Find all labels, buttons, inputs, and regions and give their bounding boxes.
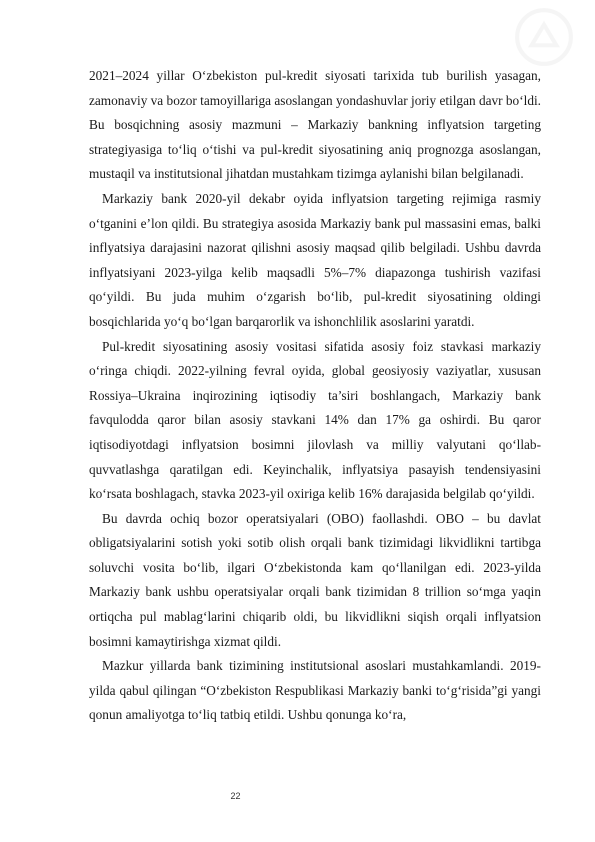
paragraph-2: Markaziy bank 2020-yil dekabr oyida inflyatsion targeting rejimiga rasmiy o‘tganini e’lon qildi. Bu strategiya asosida Markaziy bank pul massasini emas, balki inflyatsiya darajasini nazorat qilishni asosiy maqsad qilib belgiladi. Ushbu davrda inflyatsiyani 2023-yilga kelib maqsadli 5%–7% diapazonga tushirish vazifasi qo‘yildi. Bu juda muhim o‘zgarish bo‘lib, pul-kredit siyosatining oldingi bosqichlarida yo‘q bo‘lgan barqarorlik va ishonchlilik asoslarini yaratdi. [89, 190, 541, 329]
paragraph-4: Bu davrda ochiq bozor operatsiyalari (OBO) faollashdi. OBO – bu davlat obligatsiyalarini sotish yoki sotib olish orqali bank tizimidagi likvidlikni tartibga soluvchi vosita bo‘lib, ilgari O‘zbekistonda kam qo‘llanilgan edi. 2023-yilda Markaziy bank ushbu operatsiyalar orqali bank tizimidan 8 trillion so‘mga yaqin ortiqcha pul mablag‘larini chiqarib oldi, bu likvidlikni siqish orqali inflyatsion bosimni kamaytirishga xizmat qildi. [89, 510, 541, 649]
watermark-logo-icon [513, 6, 575, 68]
paragraph-1: 2021–2024 yillar O‘zbekiston pul-kredit siyosati tarixida tub burilish yasagan, zamonaviy va bozor tamoyillariga asoslangan yondashuvlar joriy etilgan davr bo‘ldi. Bu bosqichning asosiy mazmuni – Markaziy bankning inflyatsion targeting strategiyasiga to‘liq o‘tishi va pul-kredit siyosatining aniq prognozga asoslangan, mustaqil va institutsional jihatdan mustahkam tizimga aylanishi bilan belgilanadi. [89, 68, 541, 182]
paragraph-3: Pul-kredit siyosatining asosiy vositasi sifatida asosiy foiz stavkasi markaziy o‘ringa chiqdi. 2022-yilning fevral oyida, global geosiyosiy vaziyatlar, xususan Rossiya–Ukraina inqirozining iqtisodiy ta’siri boshlangach, Markaziy bank favqulodda qaror bilan asosiy stavkani 14% dan 17% ga oshirdi. Bu qaror iqtisodiyotdagi inflyatsion bosimni jilovlash va milliy valyutani qo‘llab-quvvatlashga qaratilgan edi. Keyinchalik, inflyatsiya pasayish tendensiyasini ko‘rsata boshlagach, stavka 2023-yil oxiriga kelib 16% darajasida belgilab qo‘yildi. [89, 338, 541, 502]
paragraph-5: Mazkur yillarda bank tizimining institutsional asoslari mustahkamlandi. 2019-yilda qabul qilingan “O‘zbekiston Respublikasi Markaziy banki to‘g‘risida”gi yangi qonun amaliyotga to‘liq tatbiq etildi. Ushbu qonunga ko‘ra, [89, 658, 541, 723]
page-number-text: 22 [230, 791, 241, 801]
page-number [0, 791, 595, 801]
document-body [89, 64, 541, 728]
